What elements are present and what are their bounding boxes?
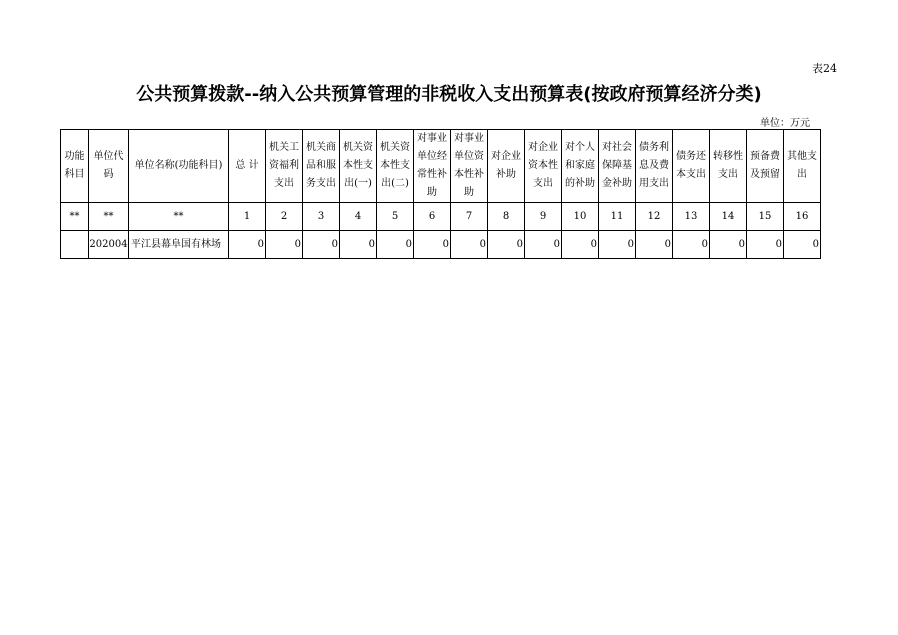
header-cell: 对事业单位经常性补助 [414,130,451,203]
table-number: 表24 [812,62,837,75]
index-cell: 5 [377,203,414,231]
header-cell: 机关资本性支出(二) [377,130,414,203]
header-cell: 对企业补助 [488,130,525,203]
value-cell: 0 [303,231,340,259]
header-cell: 单位代码 [89,130,129,203]
header-cell: 机关工资福利支出 [266,130,303,203]
value-cell: 0 [229,231,266,259]
index-row [61,203,821,231]
value-cell: 0 [266,231,303,259]
header-cell: 机关商品和服务支出 [303,130,340,203]
index-cell: 9 [525,203,562,231]
header-cell: 其他支出 [784,130,821,203]
value-cell: 0 [414,231,451,259]
header-cell: 对社会保障基金补助 [599,130,636,203]
value-cell: 0 [673,231,710,259]
header-cell: 预备费及预留 [747,130,784,203]
index-cell: ** [129,203,229,231]
index-cell: 13 [673,203,710,231]
page-title: 公共预算拨款--纳入公共预算管理的非税收入支出预算表(按政府预算经济分类) [136,84,762,105]
index-cell: 12 [636,203,673,231]
header-cell: 总 计 [229,130,266,203]
value-cell: 0 [451,231,488,259]
index-cell: 14 [710,203,747,231]
index-cell: ** [61,203,89,231]
index-cell: 2 [266,203,303,231]
header-cell: 转移性支出 [710,130,747,203]
header-cell: 对个人和家庭的补助 [562,130,599,203]
value-cell: 0 [747,231,784,259]
header-cell: 功能科目 [61,130,89,203]
header-cell: 机关资本性支出(一) [340,130,377,203]
value-cell: 0 [710,231,747,259]
value-cell: 0 [340,231,377,259]
index-cell: 8 [488,203,525,231]
header-cell: 对事业单位资本性补助 [451,130,488,203]
index-cell: 7 [451,203,488,231]
header-cell: 对企业资本性支出 [525,130,562,203]
budget-table [60,129,821,259]
unit-code-cell: 202004 [89,231,129,259]
index-cell: 11 [599,203,636,231]
index-cell: 10 [562,203,599,231]
value-cell: 0 [562,231,599,259]
index-cell: 3 [303,203,340,231]
table-row [61,231,821,259]
index-cell: 6 [414,203,451,231]
header-cell: 债务利息及费用支出 [636,130,673,203]
unit-label: 单位：万元 [760,118,810,129]
index-cell: 15 [747,203,784,231]
index-cell: 1 [229,203,266,231]
index-cell: 4 [340,203,377,231]
value-cell: 0 [377,231,414,259]
value-cell: 0 [525,231,562,259]
value-cell: 0 [488,231,525,259]
value-cell: 0 [599,231,636,259]
index-cell: ** [89,203,129,231]
value-cell: 0 [784,231,821,259]
header-row [61,130,821,203]
func-code-cell [61,231,89,259]
unit-name-cell: 平江县幕阜国有林场 [129,231,229,259]
header-cell: 单位名称(功能科目) [129,130,229,203]
index-cell: 16 [784,203,821,231]
value-cell: 0 [636,231,673,259]
header-cell: 债务还本支出 [673,130,710,203]
